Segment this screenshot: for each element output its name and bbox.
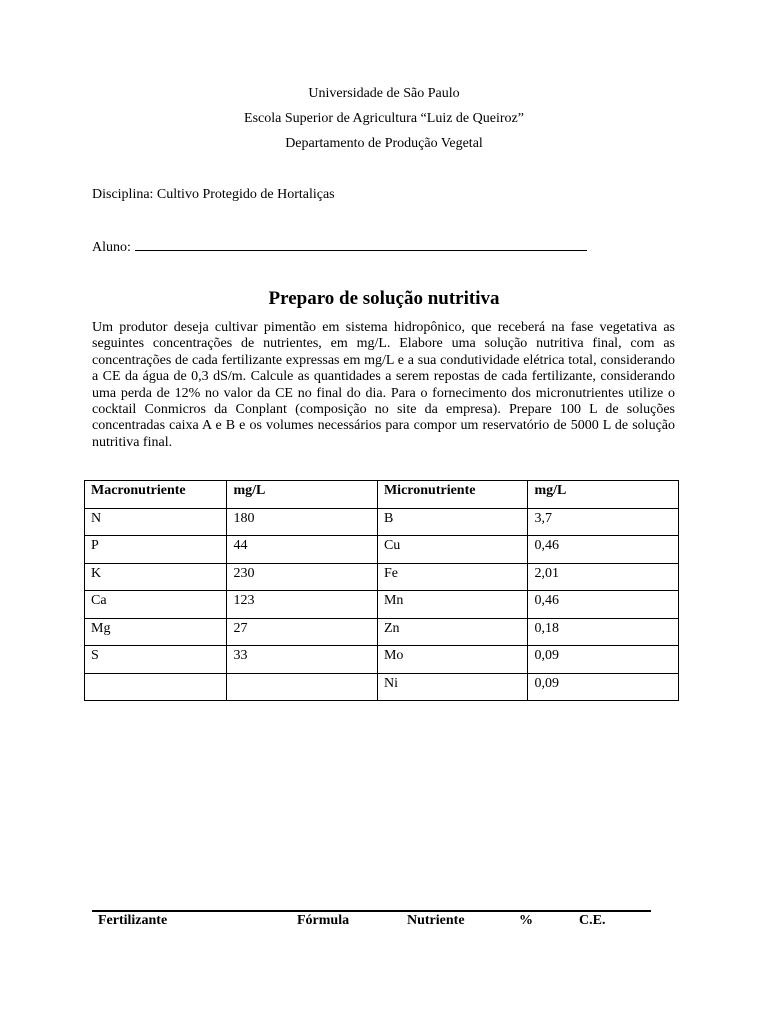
col-micronutriente: Micronutriente [377, 481, 528, 509]
table-cell: Zn [377, 618, 528, 646]
aluno-label: Aluno: [92, 240, 131, 255]
disciplina-line: Disciplina: Cultivo Protegido de Hortaliças [92, 187, 335, 202]
aluno-blank [135, 237, 587, 251]
table-cell: Mg [85, 618, 227, 646]
col-micro-mgl: mg/L [528, 481, 679, 509]
aluno-line [92, 237, 587, 256]
table-cell: 27 [227, 618, 378, 646]
col-percent: % [519, 913, 533, 928]
col-macro-mgl: mg/L [227, 481, 378, 509]
table-cell: 230 [227, 563, 378, 591]
table-cell: 3,7 [528, 508, 679, 536]
table-cell: Mn [377, 591, 528, 619]
table-cell: Ni [377, 673, 528, 701]
table-cell: 33 [227, 646, 378, 674]
table-cell: B [377, 508, 528, 536]
table-header-row [85, 481, 679, 509]
table-cell: N [85, 508, 227, 536]
table-cell: P [85, 536, 227, 564]
university-name: Universidade de São Paulo [308, 86, 460, 101]
instructions-paragraph: Um produtor deseja cultivar pimentão em sistema hidropônico, que receberá na fase vegetativa as seguintes concentrações de nutrientes, em mg/L. Elabore uma solução nutritiva final, com as concentrações de cada fertilizante expressas em mg/L e a sua condutividade elétrica total, considerando a CE da água de 0,3 dS/m. Calcule as quantidades a serem repostas de cada fertilizante, considerando uma perda de 12% no valor da CE no final do dia. Para o fornecimento dos micronutrientes utilize o cocktail Conmicros da Conplant (composição no site da empresa). Prepare 100 L de soluções concentradas caixa A e B e os volumes necessários para compor um reservatório de 5000 L de solução nutritiva final. [92, 320, 675, 450]
table-cell: 0,46 [528, 536, 679, 564]
department-name: Departamento de Produção Vegetal [285, 136, 483, 151]
table-cell: 180 [227, 508, 378, 536]
table-cell: 0,09 [528, 673, 679, 701]
table-row [85, 646, 679, 674]
table-row [85, 673, 679, 701]
col-nutriente: Nutriente [407, 913, 465, 928]
table-row [85, 618, 679, 646]
table-cell: Fe [377, 563, 528, 591]
col-formula: Fórmula [297, 913, 350, 928]
table-cell: Mo [377, 646, 528, 674]
table-cell: S [85, 646, 227, 674]
table-cell: 0,46 [528, 591, 679, 619]
table-cell: 0,09 [528, 646, 679, 674]
table-cell: 44 [227, 536, 378, 564]
table-row [85, 536, 679, 564]
table-cell [227, 673, 378, 701]
table-row [85, 591, 679, 619]
table-cell [85, 673, 227, 701]
col-ce: C.E. [579, 913, 606, 928]
table-row [85, 563, 679, 591]
col-fertilizante: Fertilizante [98, 913, 168, 928]
nutrient-table [84, 480, 679, 701]
table-row [85, 508, 679, 536]
table-cell: Cu [377, 536, 528, 564]
page-title: Preparo de solução nutritiva [268, 288, 500, 309]
table-cell: Ca [85, 591, 227, 619]
table-cell: 0,18 [528, 618, 679, 646]
table-cell: 2,01 [528, 563, 679, 591]
school-name: Escola Superior de Agricultura “Luiz de Queiroz” [244, 111, 524, 126]
fertilizer-table-top-rule [92, 910, 651, 912]
col-macronutriente: Macronutriente [85, 481, 227, 509]
table-cell: K [85, 563, 227, 591]
table-cell: 123 [227, 591, 378, 619]
